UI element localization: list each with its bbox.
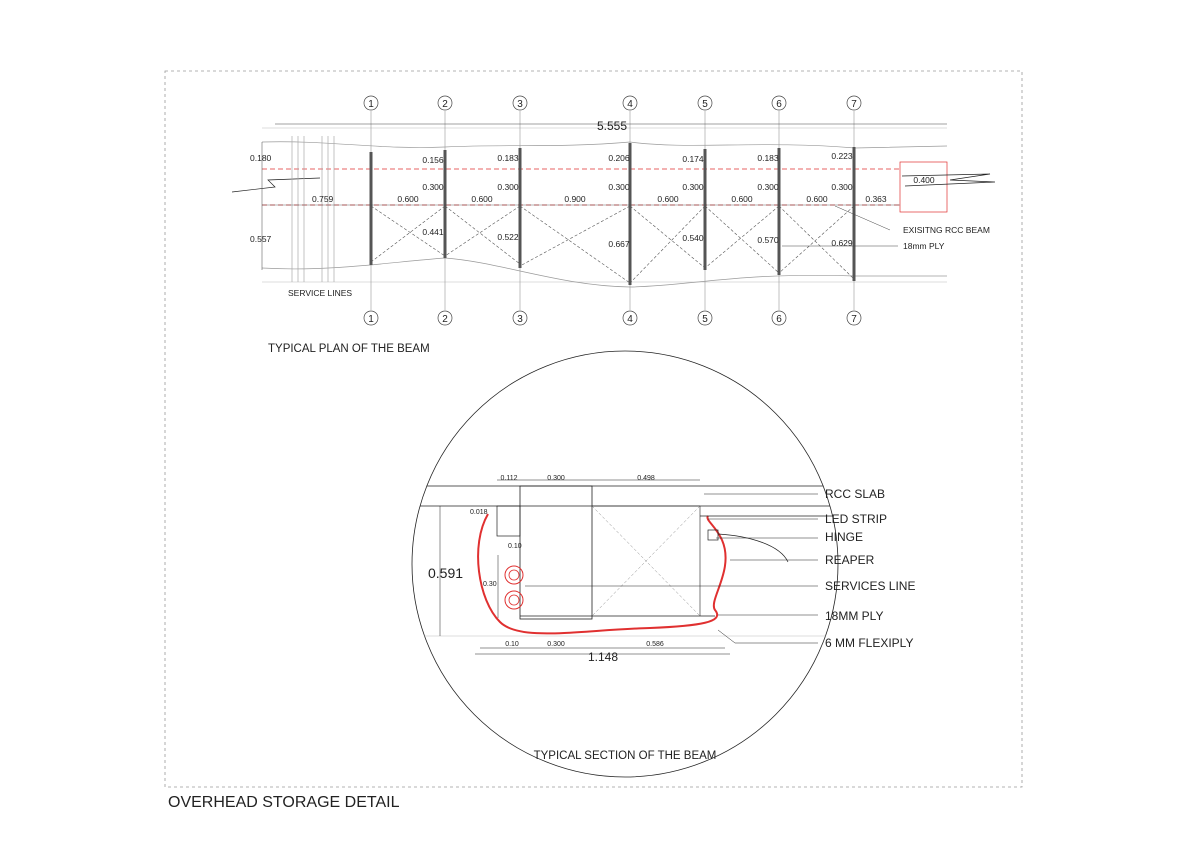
section-overall: 1.148 (587, 650, 619, 664)
grid-lines (371, 111, 854, 310)
callout-led-strip: LED STRIP (825, 512, 888, 526)
grid-label: 7 (851, 314, 857, 325)
beam-section-box (900, 162, 947, 212)
flexiply-curve (478, 514, 726, 633)
first-bay-dim: 0.759 (312, 194, 334, 204)
section-top-dims (501, 475, 655, 482)
grid-label: 4 (627, 99, 633, 110)
mid-dim: 0.300 (497, 182, 519, 192)
sheet-frame (165, 71, 1022, 787)
callout-reaper: REAPER (825, 553, 875, 567)
bay-dim: 0.600 (657, 194, 679, 204)
top-dim: 0.206 (608, 153, 630, 163)
bottom-dim: 0.441 (422, 227, 444, 237)
grid-label: 5 (702, 314, 708, 325)
top-dim: 0.156 (422, 155, 444, 165)
sheet-title: OVERHEAD STORAGE DETAIL (168, 794, 400, 811)
callout-6mm-flexiply: 6 MM FLEXIPLY (825, 636, 914, 650)
plan-upper-boundary (262, 142, 947, 148)
section-dim: 0.300 (547, 641, 565, 648)
grid-label: 3 (517, 99, 523, 110)
section-dim: 0.586 (646, 641, 664, 648)
callout-18mm-ply: 18MM PLY (825, 609, 884, 623)
section-dim-010-upper: 0.10 (508, 543, 522, 550)
section-dim: 0.498 (637, 475, 655, 482)
service-pipe (509, 570, 519, 580)
ply-label: 18mm PLY (903, 241, 945, 251)
bay-dim: 0.600 (806, 194, 828, 204)
service-pipe (509, 595, 519, 605)
last-bay-dim: 0.363 (865, 194, 887, 204)
beam-dim: 0.400 (913, 175, 935, 185)
top-dim: 0.183 (497, 153, 519, 163)
mid-dim: 0.300 (422, 182, 444, 192)
grid-label: 2 (442, 99, 448, 110)
section-dim: 0.112 (500, 475, 518, 482)
grid-label: 5 (702, 99, 708, 110)
bay-dim: 0.600 (731, 194, 753, 204)
grid-label: 2 (442, 314, 448, 325)
bottom-dim: 0.570 (757, 235, 779, 245)
top-dim: 0.183 (757, 153, 779, 163)
top-dim: 0.223 (831, 151, 853, 161)
left-block (497, 506, 520, 536)
bottom-dim: 0.522 (497, 232, 519, 242)
mid-dim: 0.300 (831, 182, 853, 192)
leader-flexiply (718, 630, 735, 643)
grid-label: 3 (517, 314, 523, 325)
plan-view (232, 111, 995, 310)
left-dim-top: 0.180 (250, 153, 272, 163)
total-length-label: 5.555 (596, 119, 628, 133)
leader-existing-beam (835, 206, 890, 230)
plan-lower-boundary (262, 258, 947, 287)
grid-label: 6 (776, 99, 782, 110)
callout-rcc-slab: RCC SLAB (825, 487, 886, 501)
callout-hinge: HINGE (825, 530, 864, 544)
grid-label: 7 (851, 99, 857, 110)
existing-beam-label: EXISITNG RCC BEAM (903, 225, 990, 235)
grid-label: 4 (627, 314, 633, 325)
section-bottom-dims (505, 641, 664, 648)
bottom-dim: 0.629 (831, 238, 853, 248)
mid-dim: 0.300 (757, 182, 779, 192)
service-lines-bundle (292, 136, 334, 282)
bay-dims (397, 194, 887, 204)
bay-dim: 0.900 (564, 194, 586, 204)
section-view (400, 480, 850, 654)
section-dim: 0.300 (547, 475, 565, 482)
section-height: 0.591 (428, 565, 464, 581)
grid-label: 1 (368, 99, 374, 110)
left-dim-bottom: 0.557 (250, 234, 272, 244)
grid-label: 6 (776, 314, 782, 325)
section-dim-030: 0.30 (483, 581, 497, 588)
mid-dim: 0.300 (608, 182, 630, 192)
section-detail-circle (412, 351, 838, 777)
service-lines-label: SERVICE LINES (288, 288, 353, 298)
bay-dim: 0.600 (397, 194, 419, 204)
callout-services-line: SERVICES LINE (825, 579, 916, 593)
mid-dims (422, 182, 853, 192)
top-dims (422, 151, 853, 165)
break-symbol-left (232, 178, 320, 192)
grid-bubbles-top (364, 96, 861, 110)
section-small-dim: 0.018 (470, 509, 488, 516)
plan-title: TYPICAL PLAN OF THE BEAM (268, 343, 430, 355)
section-callouts (825, 487, 915, 650)
section-dim: 0.10 (505, 641, 519, 648)
grid-bubbles-bottom (364, 311, 861, 325)
grid-label: 1 (368, 314, 374, 325)
bottom-dim: 0.667 (608, 239, 630, 249)
bay-dim: 0.600 (471, 194, 493, 204)
mid-dim: 0.300 (682, 182, 704, 192)
top-dim: 0.174 (682, 154, 704, 164)
section-title: TYPICAL SECTION OF THE BEAM (533, 750, 717, 762)
bottom-dims (422, 227, 853, 249)
bottom-dim: 0.540 (682, 233, 704, 243)
